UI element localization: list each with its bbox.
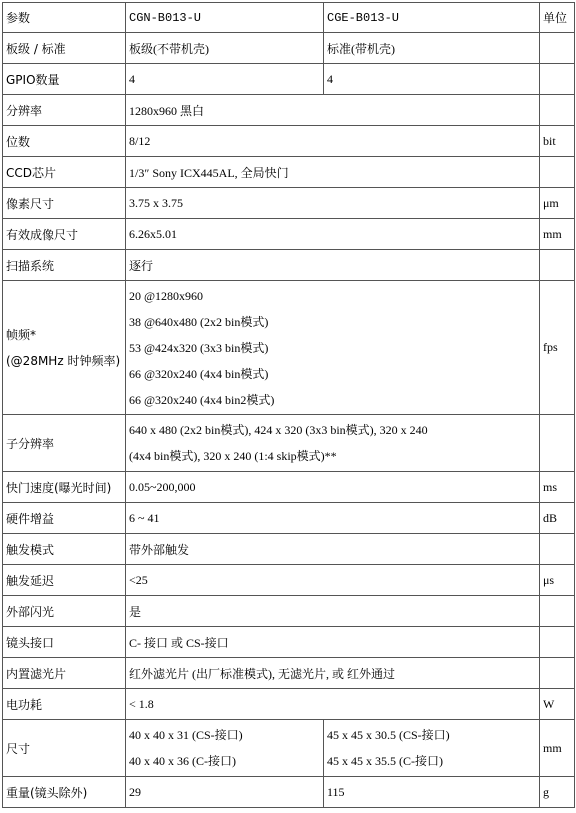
- row-unit: [540, 596, 575, 627]
- row-unit: dB: [540, 503, 575, 534]
- table-row: [3, 627, 575, 658]
- row-unit: [540, 33, 575, 64]
- row-label: 外部闪光: [3, 596, 126, 627]
- row-unit: [540, 250, 575, 281]
- row-label: 镜头接口: [3, 627, 126, 658]
- size-line: 45 x 45 x 35.5 (C-接口): [327, 754, 443, 768]
- size-line: 40 x 40 x 36 (C-接口): [129, 754, 236, 768]
- framerate-label: 帧频*: [6, 327, 37, 342]
- row-label: 电功耗: [3, 689, 126, 720]
- row-unit: [540, 415, 575, 472]
- row-unit: W: [540, 689, 575, 720]
- table-row-header: [3, 3, 575, 33]
- header-model-1: CGN-B013-U: [126, 3, 324, 33]
- header-param: 参数: [3, 3, 126, 33]
- table-row: [3, 534, 575, 565]
- row-unit: fps: [540, 281, 575, 415]
- row-value: 6 ~ 41: [126, 503, 540, 534]
- row-unit: mm: [540, 219, 575, 250]
- row-label: [3, 281, 126, 415]
- table-row: [3, 596, 575, 627]
- row-value: 115: [324, 777, 540, 808]
- row-unit: ms: [540, 472, 575, 503]
- row-unit: μm: [540, 188, 575, 219]
- table-row: [3, 472, 575, 503]
- row-value: 带外部触发: [126, 534, 540, 565]
- row-value: 6.26x5.01: [126, 219, 540, 250]
- row-value: 4: [126, 64, 324, 95]
- row-value: 8/12: [126, 126, 540, 157]
- row-value: 逐行: [126, 250, 540, 281]
- row-label: 硬件增益: [3, 503, 126, 534]
- framerate-line: 38 @640x480 (2x2 bin模式): [129, 314, 269, 329]
- row-value: 是: [126, 596, 540, 627]
- row-label: GPIO数量: [3, 64, 126, 95]
- subres-line: 640 x 480 (2x2 bin模式), 424 x 320 (3x3 bin模式), 320 x 240: [129, 423, 428, 437]
- row-unit: [540, 658, 575, 689]
- row-value: <25: [126, 565, 540, 596]
- row-unit: [540, 95, 575, 126]
- row-unit: [540, 534, 575, 565]
- row-label: 子分辨率: [3, 415, 126, 472]
- row-label: 分辨率: [3, 95, 126, 126]
- row-unit: bit: [540, 126, 575, 157]
- framerate-line: 66 @320x240 (4x4 bin2模式): [129, 392, 275, 407]
- row-unit: [540, 157, 575, 188]
- framerate-line: 20 @1280x960: [129, 288, 204, 303]
- row-value: 板级(不带机壳): [126, 33, 324, 64]
- row-unit: [540, 64, 575, 95]
- table-row: [3, 658, 575, 689]
- row-label: 触发延迟: [3, 565, 126, 596]
- table-row: [3, 126, 575, 157]
- row-value: 1/3″ Sony ICX445AL, 全局快门: [126, 157, 540, 188]
- row-value: C- 接口 或 CS-接口: [126, 627, 540, 658]
- row-label: 触发模式: [3, 534, 126, 565]
- spec-table: [2, 2, 575, 808]
- row-value: [126, 415, 540, 472]
- table-row: [3, 188, 575, 219]
- row-value: 29: [126, 777, 324, 808]
- row-label: 尺寸: [3, 720, 126, 777]
- row-label: CCD芯片: [3, 157, 126, 188]
- header-model-2: CGE-B013-U: [324, 3, 540, 33]
- row-label: 扫描系统: [3, 250, 126, 281]
- row-unit: [540, 627, 575, 658]
- table-row: [3, 720, 575, 777]
- row-value: [126, 720, 324, 777]
- row-value: [126, 281, 540, 415]
- table-row: [3, 219, 575, 250]
- header-unit: 单位: [540, 3, 575, 33]
- framerate-line: 53 @424x320 (3x3 bin模式): [129, 340, 269, 355]
- row-label: 有效成像尺寸: [3, 219, 126, 250]
- row-value: 标准(带机壳): [324, 33, 540, 64]
- size-line: 45 x 45 x 30.5 (CS-接口): [327, 728, 450, 742]
- table-row: [3, 64, 575, 95]
- row-value: [324, 720, 540, 777]
- row-label: 板级 / 标准: [3, 33, 126, 64]
- row-label: 快门速度(曝光时间): [3, 472, 126, 503]
- table-row: [3, 281, 575, 415]
- row-unit: g: [540, 777, 575, 808]
- table-row: [3, 565, 575, 596]
- row-label: 内置滤光片: [3, 658, 126, 689]
- row-value: 红外滤光片 (出厂标准模式), 无滤光片, 或 红外通过: [126, 658, 540, 689]
- table-row: [3, 689, 575, 720]
- table-row: [3, 250, 575, 281]
- row-value: 0.05~200,000: [126, 472, 540, 503]
- table-row: [3, 157, 575, 188]
- table-row: [3, 777, 575, 808]
- table-row: [3, 95, 575, 126]
- row-value: < 1.8: [126, 689, 540, 720]
- row-label: 重量(镜头除外): [3, 777, 126, 808]
- table-row: [3, 415, 575, 472]
- table-row: [3, 33, 575, 64]
- row-value: 1280x960 黑白: [126, 95, 540, 126]
- row-unit: μs: [540, 565, 575, 596]
- framerate-clock-label: (@28MHz 时钟频率): [6, 353, 121, 368]
- row-value: 4: [324, 64, 540, 95]
- row-label: 位数: [3, 126, 126, 157]
- size-line: 40 x 40 x 31 (CS-接口): [129, 728, 243, 742]
- subres-line: (4x4 bin模式), 320 x 240 (1:4 skip模式)**: [129, 449, 337, 463]
- framerate-line: 66 @320x240 (4x4 bin模式): [129, 366, 269, 381]
- row-value: 3.75 x 3.75: [126, 188, 540, 219]
- row-label: 像素尺寸: [3, 188, 126, 219]
- table-row: [3, 503, 575, 534]
- row-unit: mm: [540, 720, 575, 777]
